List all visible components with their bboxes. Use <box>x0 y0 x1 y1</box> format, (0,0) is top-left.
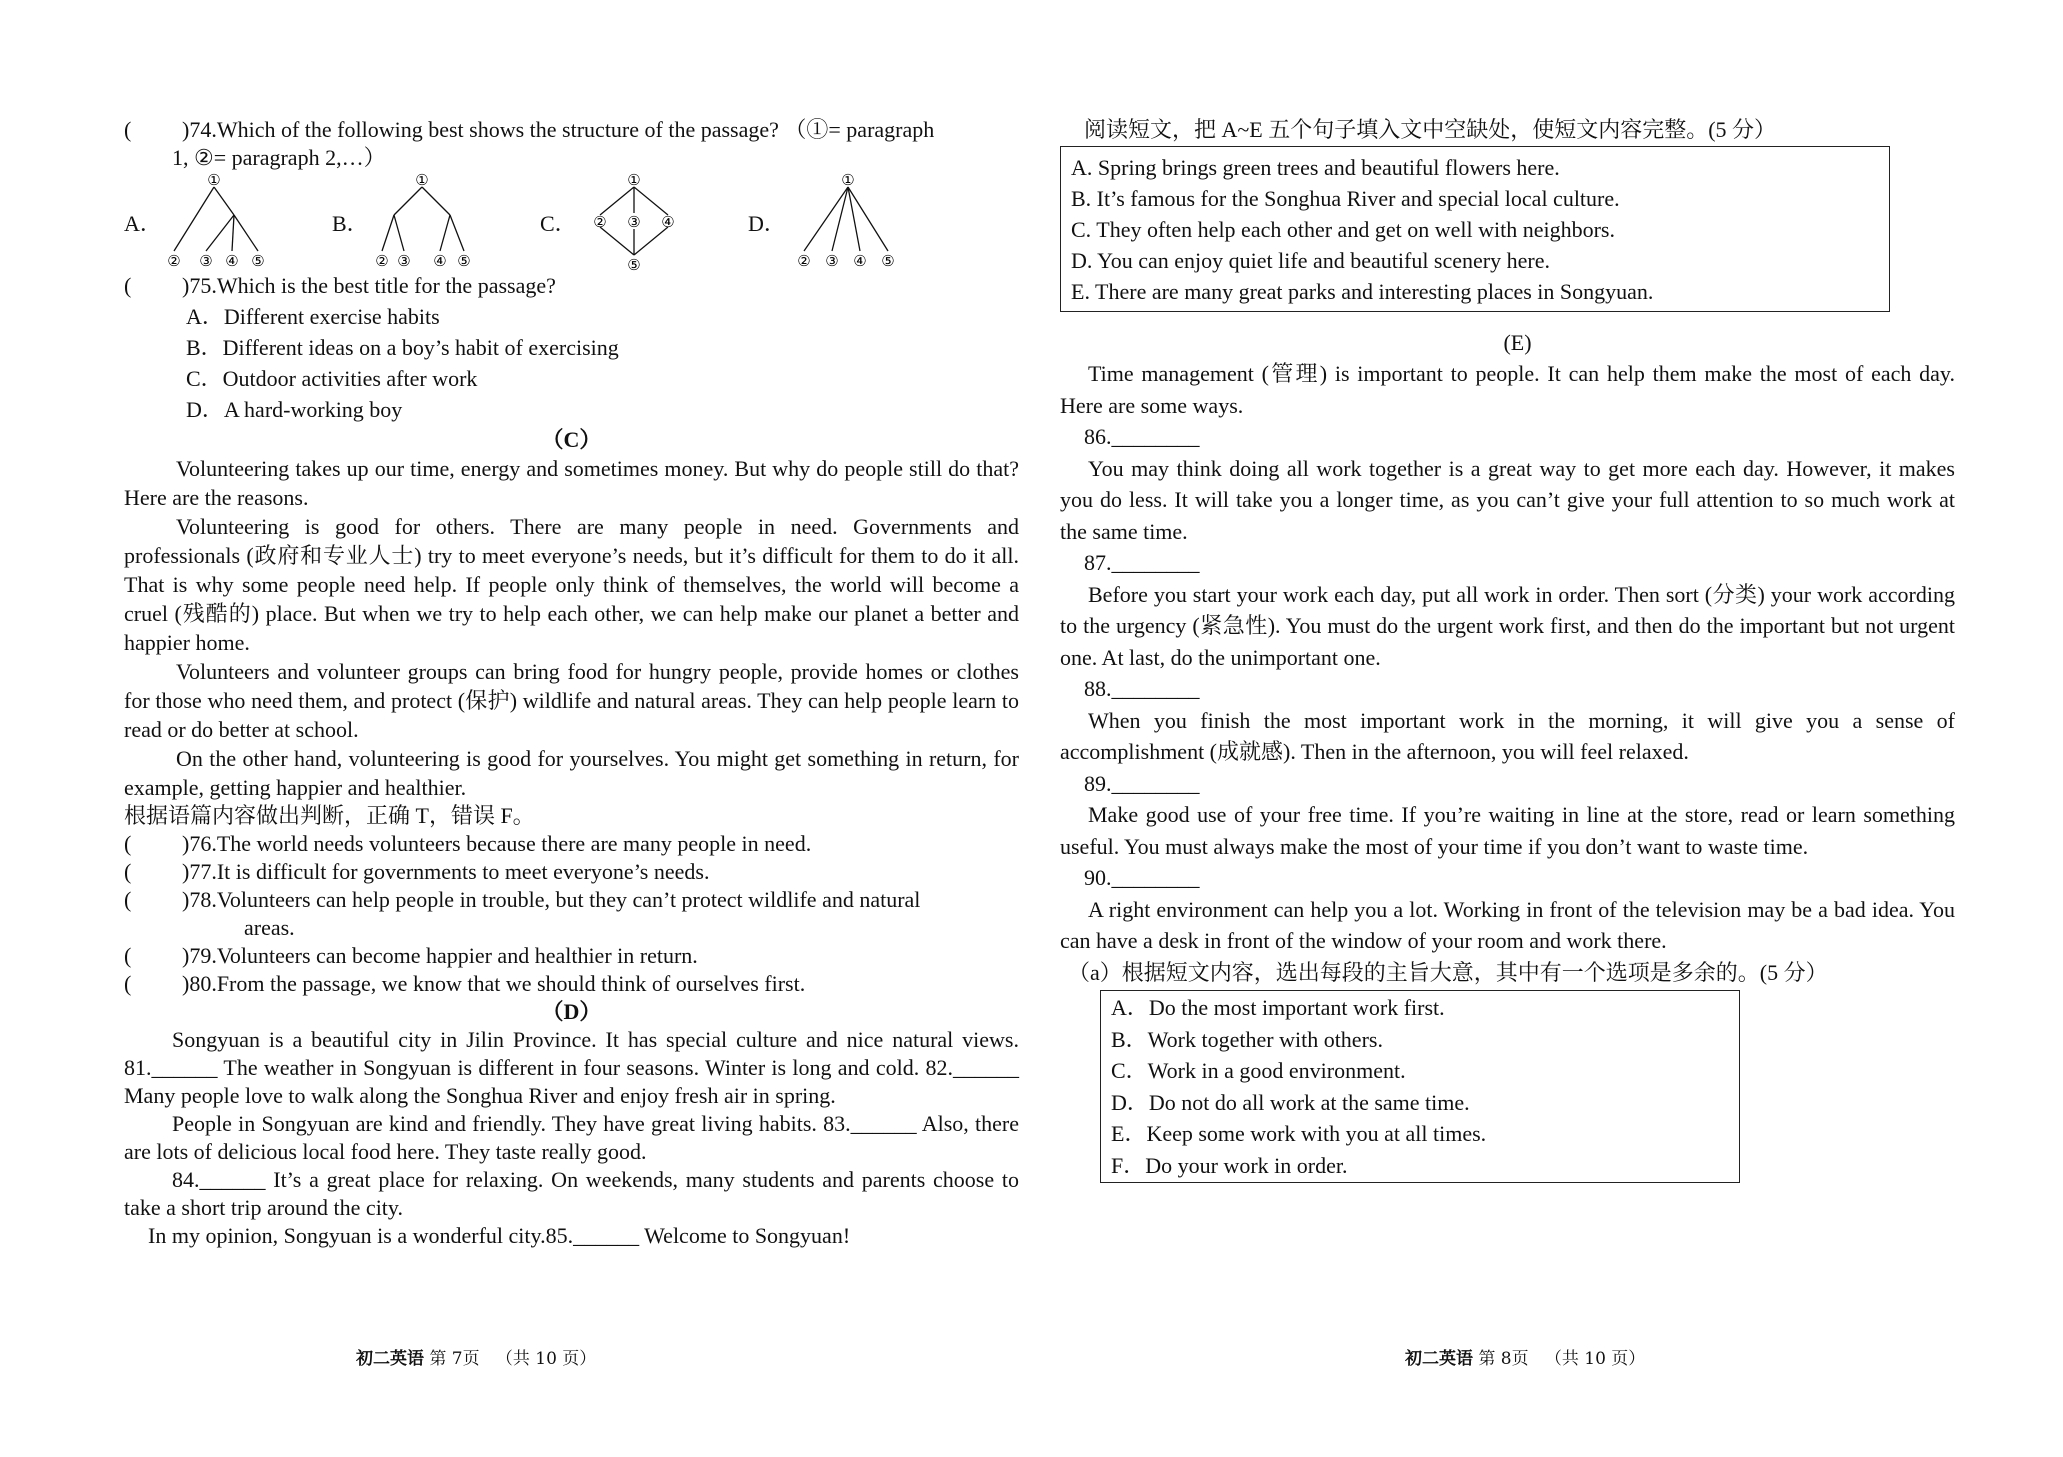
passage-d-paragraph: People in Songyuan are kind and friendly. They have great living habits. 83.______ Also, there are lots of delicious local food here. They taste really good. <box>124 1111 1019 1164</box>
tree-option-c <box>540 174 748 274</box>
section-heading-c: （C） <box>541 427 602 452</box>
blank-86: 86.________ <box>1084 424 1200 449</box>
q75-option-d: D．A hard-working boy <box>186 397 403 422</box>
footer-total-pages: （共 10 页） <box>495 1349 597 1369</box>
option-item: C. They often help each other and get on well with neighbors. <box>1071 217 1615 242</box>
answer-bracket: ( <box>124 887 132 912</box>
node-child: ② <box>167 254 181 270</box>
passage-d-paragraph: In my opinion, Songyuan is a wonderful city.85.______ Welcome to Songyuan! <box>148 1223 851 1248</box>
passage-e-intro: Time management (管理) is important to people. It can help them make the most of each day. Here are some ways. <box>1060 361 1955 418</box>
question-text: )77.It is difficult for governments to meet everyone’s needs. <box>182 859 710 884</box>
tree-diagram-d <box>786 171 916 277</box>
node-child: ④ <box>661 215 675 231</box>
answer-bracket: ( <box>124 943 132 968</box>
question-78 <box>124 886 1019 914</box>
page-footer-right <box>1405 1344 1645 1369</box>
node-child: ④ <box>225 254 239 270</box>
question-78-continuation: areas. <box>244 915 295 940</box>
option-label: C． <box>540 211 577 236</box>
node-child: ⑤ <box>881 254 895 270</box>
answer-bracket: ( <box>124 831 132 856</box>
answer-bracket: ( <box>124 117 132 142</box>
footer-subject: 初二英语 <box>356 1349 424 1369</box>
answer-bracket: ( <box>124 859 132 884</box>
question-text: )79.Volunteers can become happier and healthier in return. <box>182 943 698 968</box>
option-box-d <box>1060 146 1890 312</box>
node-child: ④ <box>433 254 447 270</box>
footer-total-pages: （共 10 页） <box>1544 1349 1646 1369</box>
option-item: B. It’s famous for the Songhua River and special local culture. <box>1071 186 1620 211</box>
node-child: ④ <box>853 254 867 270</box>
left-page-column <box>124 116 1019 1250</box>
q75-option-c: C．Outdoor activities after work <box>186 366 478 391</box>
question-text: )75.Which is the best title for the passage? <box>182 273 556 298</box>
option-item: A. Spring brings green trees and beautiful flowers here. <box>1071 155 1560 180</box>
right-page-column <box>1060 116 1955 1183</box>
node-top: ① <box>627 173 641 189</box>
node-top: ① <box>841 173 855 189</box>
blank-88: 88.________ <box>1084 676 1200 701</box>
question-text: )80.From the passage, we know that we should think of ourselves first. <box>182 971 806 996</box>
tree-diagram-a <box>162 171 292 277</box>
node-top: ① <box>415 173 429 189</box>
node-child: ② <box>797 254 811 270</box>
passage-d-fill-instruction: 阅读短文，把 A~E 五个句子填入文中空缺处，使短文内容完整。(5 分） <box>1084 117 1777 142</box>
node-child: ⑤ <box>457 254 471 270</box>
tree-option-b <box>332 174 540 274</box>
answer-bracket: ( <box>124 273 132 298</box>
section-heading-e: (E) <box>1503 330 1532 355</box>
section-heading-d: （D） <box>541 999 602 1024</box>
node-child: ③ <box>627 215 641 231</box>
passage-c-paragraph: On the other hand, volunteering is good for yourselves. You might get something in return, for example, getting happier and healthier. <box>124 746 1019 800</box>
structure-diagram-options <box>124 174 1019 280</box>
passage-c-paragraph: Volunteering is good for others. There are many people in need. Governments and professionals (政府和专业人士) try to meet everyone’s needs, but it’s difficult for them to do it all. That is why some people need help. If people only think of themselves, the world will become a cruel (残酷的) place. But when we try to help each other, we can help make our planet a better and happier home. <box>124 514 1019 655</box>
question-77 <box>124 858 1019 886</box>
answer-bracket: ( <box>124 971 132 996</box>
passage-d-paragraph: Songyuan is a beautiful city in Jilin Province. It has special culture and nice natural views. 81.______ The weather in Songyuan is different in four seasons. Winter is long and cold. 82.______ Many people love to walk along the Songhua River and enjoy fresh air in spring. <box>124 1027 1019 1108</box>
passage-c-paragraph: Volunteers and volunteer groups can bring food for hungry people, provide homes or clothes for those who need them, and protect (保护) wildlife and natural areas. They can help people learn to read or do better at school. <box>124 659 1019 742</box>
node-child: ② <box>375 254 389 270</box>
option-item: A．Do the most important work first. <box>1111 995 1445 1020</box>
option-item: E．Keep some work with you at all times. <box>1111 1121 1487 1146</box>
option-label: A． <box>124 211 162 236</box>
passage-e-paragraph: Before you start your work each day, put all work in order. Then sort (分类) your work according to the urgency (紧急性). You must do the urgent work first, and then do the important but not urgent one. At last, do the unimportant one. <box>1060 581 1955 670</box>
option-item: F．Do your work in order. <box>1111 1152 1348 1178</box>
blank-90: 90.________ <box>1084 865 1200 890</box>
node-child: ③ <box>397 254 411 270</box>
blank-89: 89.________ <box>1084 770 1200 796</box>
question-75 <box>124 272 1019 300</box>
question-76 <box>124 830 1019 858</box>
node-bottom: ⑤ <box>627 258 641 274</box>
passage-e-paragraph: Make good use of your free time. If you’re waiting in line at the store, read or learn something useful. You must always make the most of your time if you don’t want to waste time. <box>1060 802 1955 859</box>
passage-e-instruction: （a）根据短文内容，选出每段的主旨大意，其中有一个选项是多余的。(5 分） <box>1068 959 1828 985</box>
tree-diagram-b <box>370 171 500 277</box>
q75-option-b: B．Different ideas on a boy’s habit of exercising <box>186 335 619 360</box>
option-item: B．Work together with others. <box>1111 1026 1383 1052</box>
footer-page-number: 第 8页 <box>1478 1349 1529 1369</box>
option-item: E. There are many great parks and interesting places in Songyuan. <box>1071 279 1654 304</box>
footer-page-number: 第 7页 <box>429 1349 480 1369</box>
option-item: C．Work in a good environment. <box>1111 1058 1406 1083</box>
option-box-e <box>1100 990 1740 1183</box>
q75-option-a: A．Different exercise habits <box>186 304 440 329</box>
question-79 <box>124 942 1019 970</box>
question-80 <box>124 970 1019 998</box>
passage-c-paragraph: Volunteering takes up our time, energy and sometimes money. But why do people still do that? Here are the reasons. <box>124 456 1019 510</box>
question-text: )74.Which of the following best shows the structure of the passage? （①= paragraph <box>182 117 935 142</box>
node-child: ③ <box>199 254 213 270</box>
question-text: )76.The world needs volunteers because there are many people in need. <box>182 831 812 856</box>
option-label: B． <box>332 211 369 236</box>
passage-d-paragraph: 84.______ It’s a great place for relaxing. On weekends, many students and parents choose to take a short trip around the city. <box>124 1167 1019 1220</box>
option-item: D．Do not do all work at the same time. <box>1111 1089 1470 1115</box>
passage-e-paragraph: You may think doing all work together is a great way to get more each day. However, it makes you do less. It will take you a longer time, as you can’t give your full attention to so much work at the same time. <box>1060 455 1955 544</box>
tree-option-a <box>124 174 332 274</box>
passage-e-paragraph: A right environment can help you a lot. Working in front of the television may be a bad idea. You can have a desk in front of the window of your room and work there. <box>1060 896 1955 953</box>
blank-87: 87.________ <box>1084 550 1200 575</box>
page-footer-left <box>356 1344 596 1369</box>
question-74-continuation: 1, ②= paragraph 2,…） <box>172 145 386 170</box>
option-item: D. You can enjoy quiet life and beautiful scenery here. <box>1071 248 1550 273</box>
passage-e-paragraph: When you finish the most important work in the morning, it will give you a sense of accomplishment (成就感). Then in the afternoon, you will feel relaxed. <box>1060 707 1955 764</box>
tree-option-d <box>748 174 956 274</box>
tree-diagram-c <box>578 171 708 277</box>
node-child: ② <box>593 215 607 231</box>
question-74 <box>124 116 1019 144</box>
node-child: ③ <box>825 254 839 270</box>
node-top: ① <box>207 173 221 189</box>
option-label: D． <box>748 211 786 236</box>
footer-subject: 初二英语 <box>1405 1349 1473 1369</box>
passage-c-instruction: 根据语篇内容做出判断，正确 T，错误 F。 <box>124 803 535 828</box>
question-text: )78.Volunteers can help people in trouble, but they can’t protect wildlife and natural <box>182 887 921 912</box>
node-child: ⑤ <box>251 254 265 270</box>
